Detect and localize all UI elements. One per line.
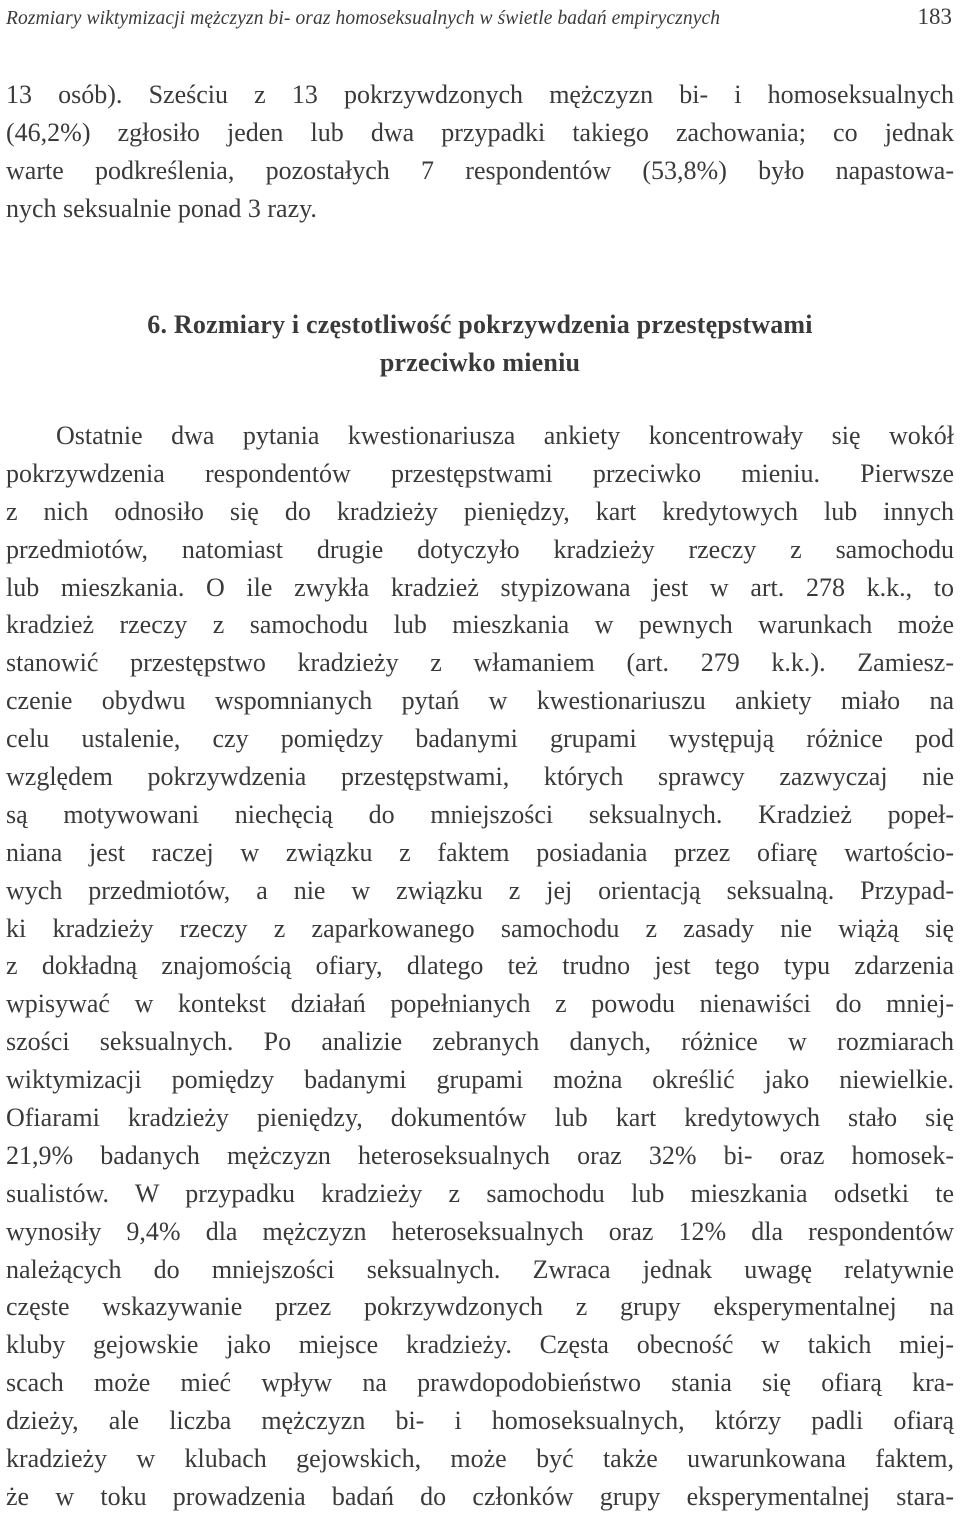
text-line: wiktymizacji pomiędzy badanymi grupami można określić jako niewielkie. xyxy=(6,1065,954,1095)
text-line: kradzieży w klubach gejowskich, może być także uwarunkowana faktem, xyxy=(6,1444,954,1474)
text-line: częste wskazywanie przez pokrzywdzonych z grupy eksperymentalnej na xyxy=(6,1292,954,1322)
text-line: sualistów. W przypadku kradzieży z samochodu lub mieszkania odsetki te xyxy=(6,1178,954,1208)
text-line: dzieży, ale liczba mężczyzn bi- i homoseksualnych, którzy padli ofiarą xyxy=(6,1406,954,1436)
text-line: ki kradzieży rzeczy z zaparkowanego samochodu z zasady nie wiążą się xyxy=(6,913,954,943)
text-line: z nich odnosiło się do kradzieży pieniędzy, kart kredytowych lub innych xyxy=(6,496,954,526)
section-heading-line: przeciwko mieniu xyxy=(379,348,581,377)
text-line: lub mieszkania. O ile zwykła kradzież stypizowana jest w art. 278 k.k., to xyxy=(6,572,954,602)
text-line: czenie obydwu wspomnianych pytań w kwestionariuszu ankiety miało na xyxy=(6,686,954,716)
section-heading xyxy=(0,306,960,382)
text-line: przedmiotów, natomiast drugie dotyczyło kradzieży rzeczy z samochodu xyxy=(6,534,954,564)
text-line: pokrzywdzenia respondentów przestępstwami przeciwko mieniu. Pierwsze xyxy=(6,458,954,488)
text-line: kluby gejowskie jako miejsce kradzieży. Częsta obecność w takich miej- xyxy=(6,1330,954,1360)
text-line: 21,9% badanych mężczyzn heteroseksualnych oraz 32% bi- oraz homosek- xyxy=(6,1140,954,1170)
section-heading-line: 6. Rozmiary i częstotliwość pokrzywdzenia przestępstwami xyxy=(147,310,813,339)
text-line: Ofiarami kradzieży pieniędzy, dokumentów lub kart kredytowych stało się xyxy=(6,1103,954,1133)
text-line: celu ustalenie, czy pomiędzy badanymi grupami występują różnice pod xyxy=(6,724,954,754)
text-line: scach może mieć wpływ na prawdopodobieństwo stania się ofiarą kra- xyxy=(6,1368,954,1398)
text-line: niana jest raczej w związku z faktem posiadania przez ofiarę wartościo- xyxy=(6,837,954,867)
text-line: warte podkreślenia, pozostałych 7 respondentów (53,8%) było napastowa- xyxy=(6,156,954,185)
text-line: należących do mniejszości seksualnych. Zwraca jednak uwagę relatywnie xyxy=(6,1254,954,1284)
paragraph-main xyxy=(6,417,954,1516)
text-line: Ostatnie dwa pytania kwestionariusza ankiety koncentrowały się wokół xyxy=(56,421,954,450)
text-line: wych przedmiotów, a nie w związku z jej orientacją seksualną. Przypad- xyxy=(6,875,954,905)
paragraph-continued xyxy=(6,76,954,228)
text-line: 13 osób). Sześciu z 13 pokrzywdzonych mężczyzn bi- i homoseksualnych xyxy=(6,80,954,109)
text-line: są motywowani niechęcią do mniejszości seksualnych. Kradzież popeł- xyxy=(6,799,954,829)
text-line: (46,2%) zgłosiło jeden lub dwa przypadki takiego zachowania; co jednak xyxy=(6,118,954,147)
page-number: 183 xyxy=(917,4,952,29)
text-line: wynosiły 9,4% dla mężczyzn heteroseksualnych oraz 12% dla respondentów xyxy=(6,1216,954,1246)
text-line: wpisywać w kontekst działań popełnianych z powodu nienawiści do mniej- xyxy=(6,989,954,1019)
text-line: nych seksualnie ponad 3 razy. xyxy=(6,194,317,223)
text-line: szości seksualnych. Po analizie zebranych danych, różnice w rozmiarach xyxy=(6,1027,954,1057)
text-line: z dokładną znajomością ofiary, dlatego też trudno jest tego typu zdarzenia xyxy=(6,951,954,981)
text-line: względem pokrzywdzenia przestępstwami, których sprawcy zazwyczaj nie xyxy=(6,762,954,792)
text-line: stanowić przestępstwo kradzieży z włamaniem (art. 279 k.k.). Zamiesz- xyxy=(6,648,954,678)
text-line: kradzież rzeczy z samochodu lub mieszkania w pewnych warunkach może xyxy=(6,610,954,640)
running-title: Rozmiary wiktymizacji mężczyzn bi- oraz homoseksualnych w świetle badań empirycznych xyxy=(6,8,721,29)
running-header xyxy=(6,4,952,32)
text-line: że w toku prowadzenia badań do członków grupy eksperymentalnej stara- xyxy=(6,1481,954,1511)
